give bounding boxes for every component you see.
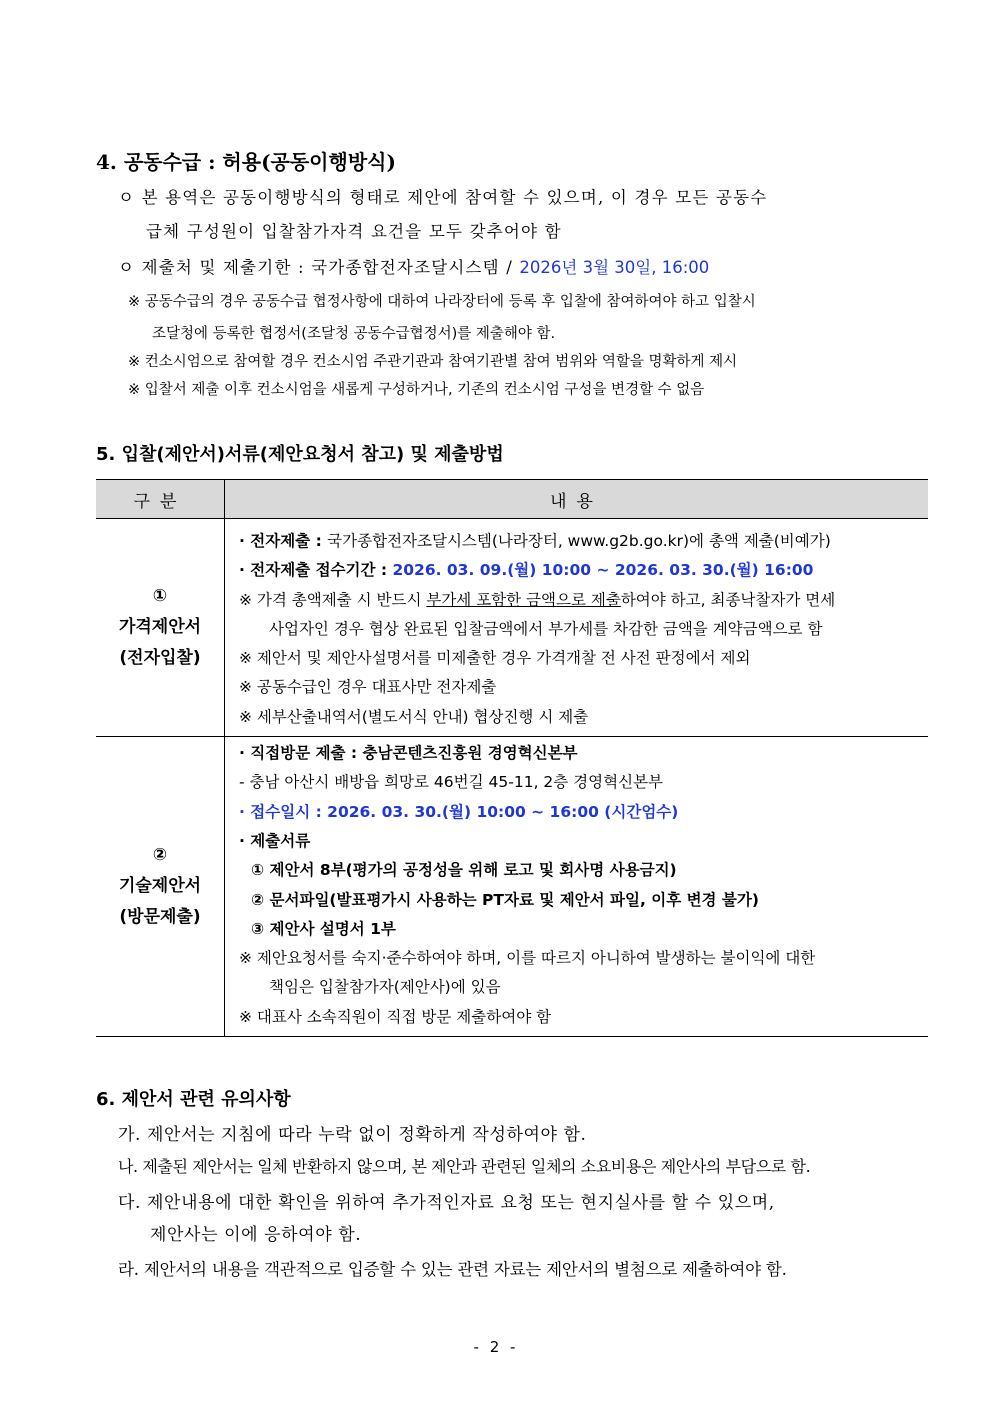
row-1-sub: (전자입찰) <box>119 648 201 669</box>
table-row <box>96 737 928 1037</box>
header-category: 구분 <box>96 480 225 519</box>
section-4-note-3: ※ 입찰서 제출 이후 컨소시엄을 새롭게 구성하거나, 기존의 컨소시엄 구성을 변경할 수 없음 <box>128 382 705 398</box>
row-1-line-6: ※ 공동수급인 경우 대표사만 전자제출 <box>239 678 497 697</box>
row-2-category <box>96 737 225 1037</box>
section-6-item-3-line-1: 다. 제안내용에 대한 확인을 위하여 추가적인자료 요청 또는 현지실사를 할 수 있으며, <box>118 1193 775 1213</box>
row-2-line-10: ※ 대표사 소속직원이 직접 방문 제출하여야 함 <box>239 1007 552 1026</box>
row-2-line-3: · 접수일시 : 2026. 03. 30.(월) 10:00 ~ 16:00 (시간엄수) <box>239 802 679 821</box>
section-5-title: 5. 입찰(제안서)서류(제안요청서 참고) 및 제출방법 <box>96 444 504 465</box>
row-1-line-2 <box>239 556 928 585</box>
submission-deadline: 2026년 3월 30일, 16:00 <box>519 258 710 277</box>
section-4-bullet-1-line-1: ㅇ 본 용역은 공동이행방식의 형태로 제안에 참여할 수 있으며, 이 경우 모든 공동수 <box>118 188 768 207</box>
table-row <box>96 519 928 737</box>
section-6-item-2: 나. 제출된 제안서는 일체 반환하지 않으며, 본 제안과 관련된 일체의 소요비용은 제안사의 부담으로 함. <box>118 1157 811 1176</box>
row-2-line-6: ② 문서파일(발표평가시 사용하는 PT자료 및 제안서 파일, 이후 변경 불가) <box>251 890 759 909</box>
row-2-line-1: · 직접방문 제출 : 충남콘텐츠진흥원 경영혁신본부 <box>239 744 578 763</box>
row-2-number: ② <box>152 845 168 866</box>
electronic-submission-text: 국가종합전자조달시스템(나라장터, www.g2b.go.kr)에 총액 제출(비예가) <box>327 532 831 550</box>
page-number: - 2 - <box>473 1338 519 1356</box>
row-1-line-1 <box>239 527 928 556</box>
row-1-line-4: 사업자인 경우 협상 완료된 입찰금액에서 부가세를 차감한 금액을 계약금액으로 함 <box>269 619 823 638</box>
header-content: 내용 <box>225 480 929 519</box>
submission-period: 2026. 03. 09.(월) 10:00 ~ 2026. 03. 30.(월) 16:00 <box>392 561 814 580</box>
section-4-title: 4. 공동수급 : 허용(공동이행방식) <box>96 150 396 174</box>
row-1-line-5: ※ 제안서 및 제안사설명서를 미제출한 경우 가격개찰 전 사전 판정에서 제외 <box>239 649 751 668</box>
row-1-content <box>225 519 929 737</box>
section-6-item-4: 라. 제안서의 내용을 객관적으로 입증할 수 있는 관련 자료는 제안서의 별첨으로 제출하여야 함. <box>118 1260 787 1279</box>
row-2-line-7: ③ 제안사 설명서 1부 <box>251 919 396 938</box>
section-4-note-2: ※ 컨소시엄으로 참여할 경우 컨소시엄 주관기관과 참여기관별 참여 범위와 역할을 명확하게 제시 <box>128 354 738 370</box>
electronic-submission-label: · 전자제출 : <box>239 532 328 550</box>
section-6-item-1: 가. 제안서는 지침에 따라 누락 없이 정확하게 작성하여야 함. <box>118 1125 587 1145</box>
table-header-row <box>96 480 928 519</box>
section-4-bullet-2 <box>118 254 709 278</box>
row-2-line-9: 책임은 입찰참가자(제안사)에 있음 <box>269 978 501 997</box>
row-2-line-8: ※ 제안요청서를 숙지·준수하여야 하며, 이를 따르지 아니하여 발생하는 불이익에 대한 <box>239 949 816 968</box>
row-2-sub: (방문제출) <box>119 907 201 928</box>
section-4-note-1-line-2: 조달청에 등록한 협정서(조달청 공동수급협정서)를 제출해야 함. <box>152 326 556 342</box>
vat-note-underline: 부가세 포함한 금액으로 제출 <box>426 590 621 609</box>
submission-table <box>96 479 928 1037</box>
row-2-line-4: · 제출서류 <box>239 831 311 850</box>
vat-note-post: 하여야 하고, 최종낙찰자가 면세 <box>620 590 836 609</box>
row-2-line-2: - 충남 아산시 배방읍 희망로 46번길 45-11, 2층 경영혁신본부 <box>239 773 664 792</box>
row-2-name: 기술제안서 <box>118 876 202 897</box>
row-1-number: ① <box>152 586 168 607</box>
vat-note-pre: ※ 가격 총액제출 시 반드시 <box>239 590 427 609</box>
submission-period-label: · 전자제출 접수기간 : <box>239 561 393 580</box>
section-4-bullet-1-line-2: 급체 구성원이 입찰참가자격 요건을 모두 갖추어야 함 <box>146 222 562 241</box>
row-1-line-3 <box>239 586 928 615</box>
section-4-note-1-line-1: ※ 공동수급의 경우 공동수급 협정사항에 대하여 나라장터에 등록 후 입찰에 참여하여야 하고 입찰시 <box>128 294 756 310</box>
row-1-name: 가격제안서 <box>118 617 202 638</box>
section-6-title: 6. 제안서 관련 유의사항 <box>96 1089 291 1110</box>
row-1-line-7: ※ 세부산출내역서(별도서식 안내) 협상진행 시 제출 <box>239 707 589 726</box>
row-2-content <box>225 737 929 1037</box>
row-1-category <box>96 519 225 737</box>
section-6-item-3-line-2: 제안사는 이에 응하여야 함. <box>150 1225 362 1245</box>
row-2-line-5: ① 제안서 8부(평가의 공정성을 위해 로고 및 회사명 사용금지) <box>251 861 677 880</box>
submission-place: ㅇ 제출처 및 제출기한 : 국가종합전자조달시스템 / <box>118 258 520 277</box>
